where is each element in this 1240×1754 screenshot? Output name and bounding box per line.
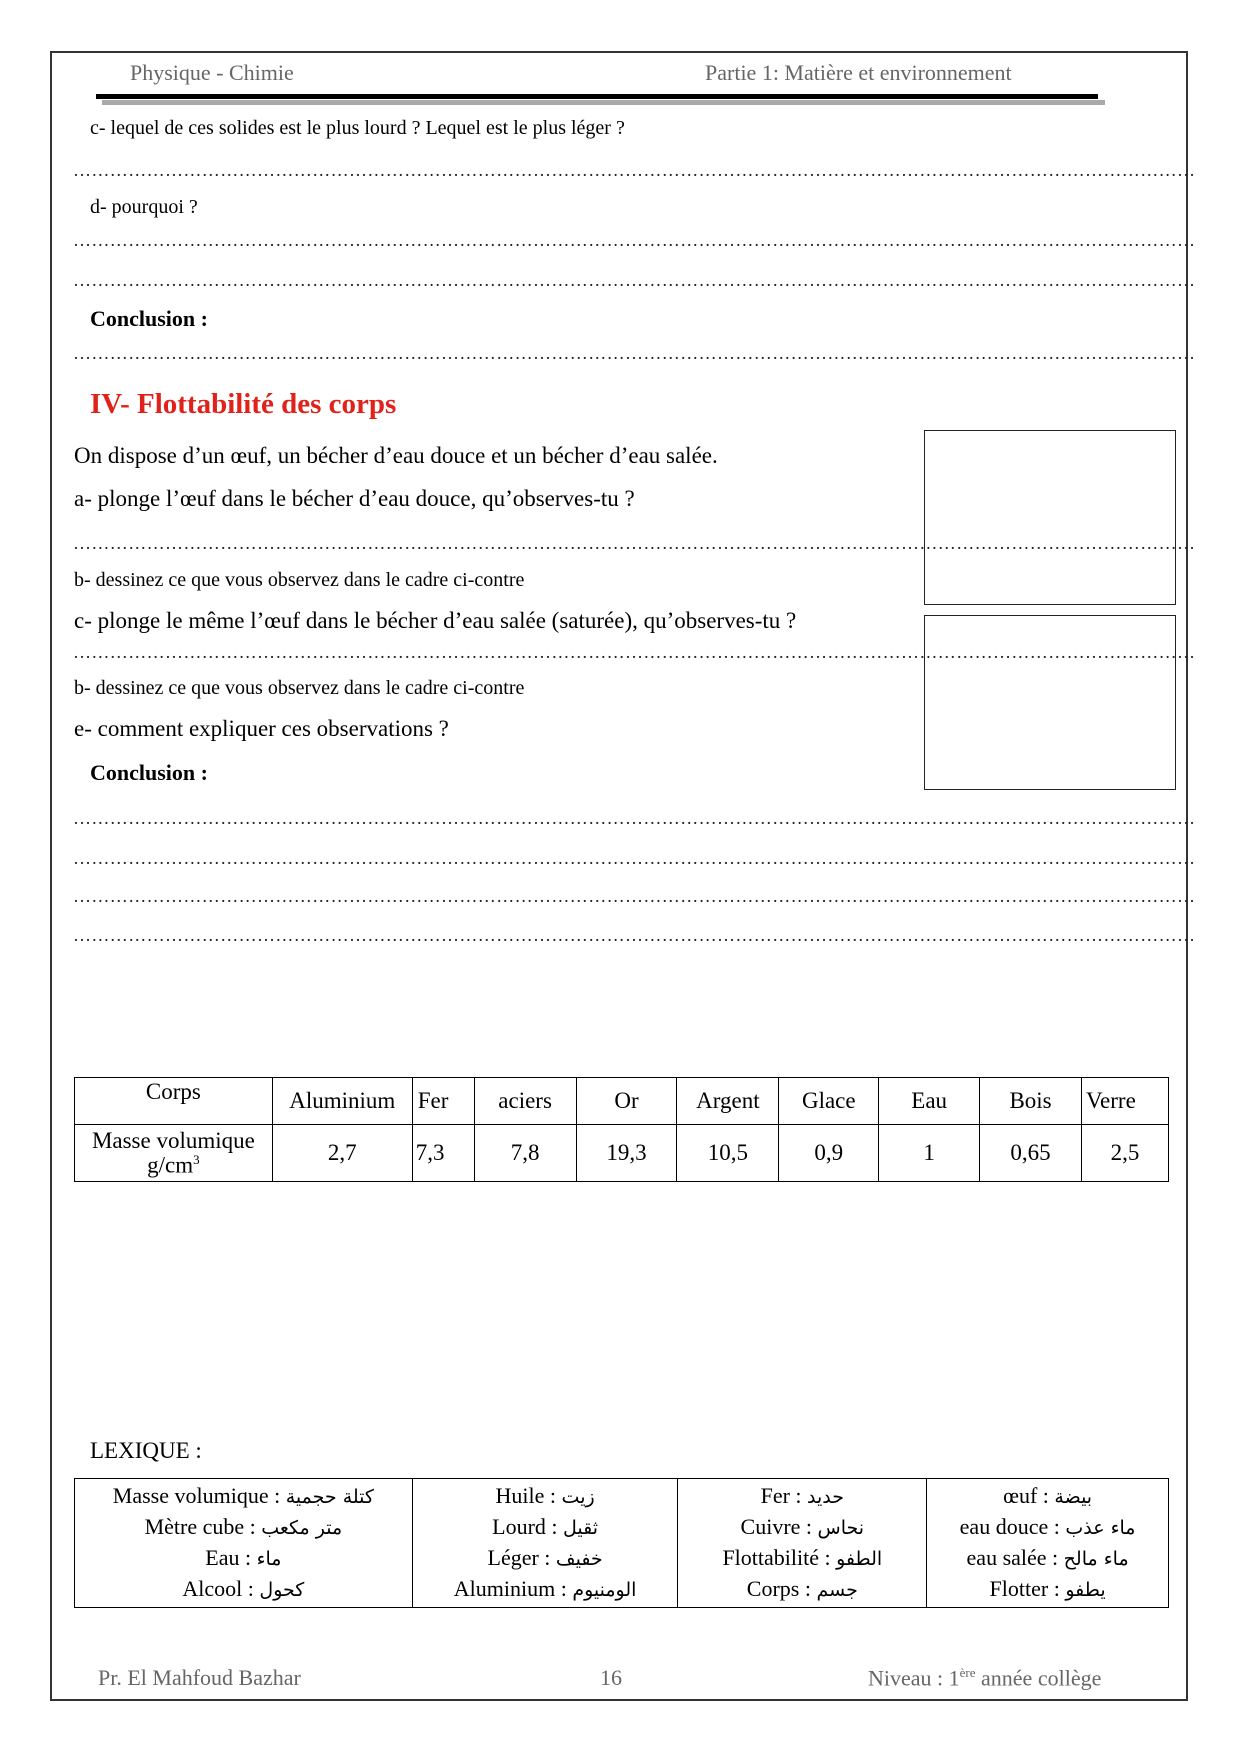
row-label-masse-volumique [75, 1125, 273, 1182]
footer-page-number: 16 [600, 1665, 622, 1690]
density-value: 0,9 [779, 1125, 879, 1182]
lexique-entry: Flotter : يطفو [989, 1576, 1106, 1601]
question-a: a- plonge l’œuf dans le bécher d’eau douce, qu’observes-tu ? [74, 486, 635, 511]
lexique-entry: Mètre cube : متر مكعب [144, 1514, 343, 1539]
density-value: 0,65 [980, 1125, 1082, 1182]
material-cell: aciers [474, 1078, 576, 1125]
material-cell: Verre [1081, 1078, 1168, 1125]
lexique-entry: Flottabilité : الطفو [722, 1545, 883, 1570]
lexique-column [678, 1479, 927, 1608]
density-row-materials [75, 1078, 1169, 1125]
question-c: c- lequel de ces solides est le plus lourd ? Lequel est le plus léger ? [90, 117, 625, 139]
density-value: 1 [879, 1125, 980, 1182]
conclusion-label: Conclusion : [90, 760, 208, 785]
material-cell: Aluminium [272, 1078, 412, 1125]
density-value: 7,8 [474, 1125, 576, 1182]
answer-line: ………………………………………………………………………………………………………………………………………………………………… [73, 533, 1196, 553]
density-row-values [75, 1125, 1169, 1182]
material-cell: Glace [779, 1078, 879, 1125]
material-cell: Or [576, 1078, 677, 1125]
lexique-entry: Corps : جسم [746, 1576, 858, 1601]
header-part: Partie 1: Matière et environnement [705, 60, 1012, 85]
lexique-column [412, 1479, 678, 1608]
answer-line: ………………………………………………………………………………………………………………………………………………………………… [73, 230, 1196, 250]
answer-line: ………………………………………………………………………………………………………………………………………………………………… [73, 808, 1196, 828]
header-subject: Physique - Chimie [130, 60, 294, 85]
density-value: 2,7 [272, 1125, 412, 1182]
lexique-table [74, 1478, 1169, 1608]
density-value: 10,5 [677, 1125, 779, 1182]
density-value: 7,3 [412, 1125, 474, 1182]
density-value: 2,5 [1081, 1125, 1168, 1182]
lexique-entry: Huile : زيت [495, 1483, 595, 1508]
footer-author: Pr. El Mahfoud Bazhar [98, 1665, 301, 1690]
material-cell: Argent [677, 1078, 779, 1125]
answer-line: ………………………………………………………………………………………………………………………………………………………………… [73, 270, 1196, 290]
question-c-salt: c- plonge le même l’œuf dans le bécher d’eau salée (saturée), qu’observes-tu ? [74, 608, 797, 633]
lexique-entry: Cuivre : نحاس [740, 1514, 865, 1539]
section-title: IV- Flottabilité des corps [90, 388, 397, 420]
row-label-corps: Corps [75, 1078, 273, 1125]
lexique-column [927, 1479, 1169, 1608]
masse-volumique-label: Masse volumique [91, 1127, 255, 1153]
density-value: 19,3 [576, 1125, 677, 1182]
lexique-title: LEXIQUE : [90, 1438, 202, 1463]
lexique-entry: Eau : ماء [205, 1545, 282, 1570]
answer-line: ………………………………………………………………………………………………………………………………………………………………… [73, 642, 1196, 662]
lexique-entry: Fer : حديد [760, 1483, 845, 1508]
drawing-frame-fresh-water[interactable] [924, 430, 1176, 605]
question-d: d- pourquoi ? [90, 196, 198, 218]
lexique-entry: œuf : بيضة [1003, 1483, 1093, 1508]
lexique-entry: Léger : خفيف [487, 1545, 603, 1570]
unit-label: g/cm [147, 1152, 194, 1178]
question-b-second: b- dessinez ce que vous observez dans le cadre ci-contre [74, 677, 525, 699]
section-intro: On dispose d’un œuf, un bécher d’eau douce et un bécher d’eau salée. [74, 443, 718, 468]
material-cell: Bois [980, 1078, 1082, 1125]
lexique-column [75, 1479, 413, 1608]
drawing-frame-salt-water[interactable] [924, 615, 1176, 790]
lexique-entry: Lourd : ثقيل [492, 1514, 599, 1539]
page-frame [50, 51, 1196, 1701]
material-cell: Fer [412, 1078, 474, 1125]
answer-line: ………………………………………………………………………………………………………………………………………………………………… [73, 160, 1196, 180]
lexique-entry: Aluminium : الومنيوم [453, 1576, 637, 1601]
question-b-first: b- dessinez ce que vous observez dans le cadre ci-contre [74, 569, 525, 591]
conclusion-label: Conclusion : [90, 306, 208, 331]
header-rule [96, 94, 1098, 99]
header-rule-shadow [102, 100, 1105, 105]
answer-line: ………………………………………………………………………………………………………………………………………………………………… [73, 886, 1196, 906]
density-table [74, 1077, 1169, 1182]
answer-line: ………………………………………………………………………………………………………………………………………………………………… [73, 848, 1196, 868]
material-cell: Eau [879, 1078, 980, 1125]
question-e: e- comment expliquer ces observations ? [74, 716, 449, 741]
lexique-entry: Alcool : كحول [182, 1576, 305, 1601]
unit-exponent: 3 [193, 1151, 200, 1167]
answer-line: ………………………………………………………………………………………………………………………………………………………………… [73, 925, 1196, 945]
lexique-entry: eau salée : ماء مالح [966, 1545, 1129, 1570]
answer-line: ………………………………………………………………………………………………………………………………………………………………… [73, 343, 1196, 363]
footer-level: Niveau : 1ère année collège [868, 1665, 1102, 1691]
lexique-entry: eau douce : ماء عذب [959, 1514, 1136, 1539]
lexique-entry: Masse volumique : كتلة حجمية [112, 1483, 374, 1508]
